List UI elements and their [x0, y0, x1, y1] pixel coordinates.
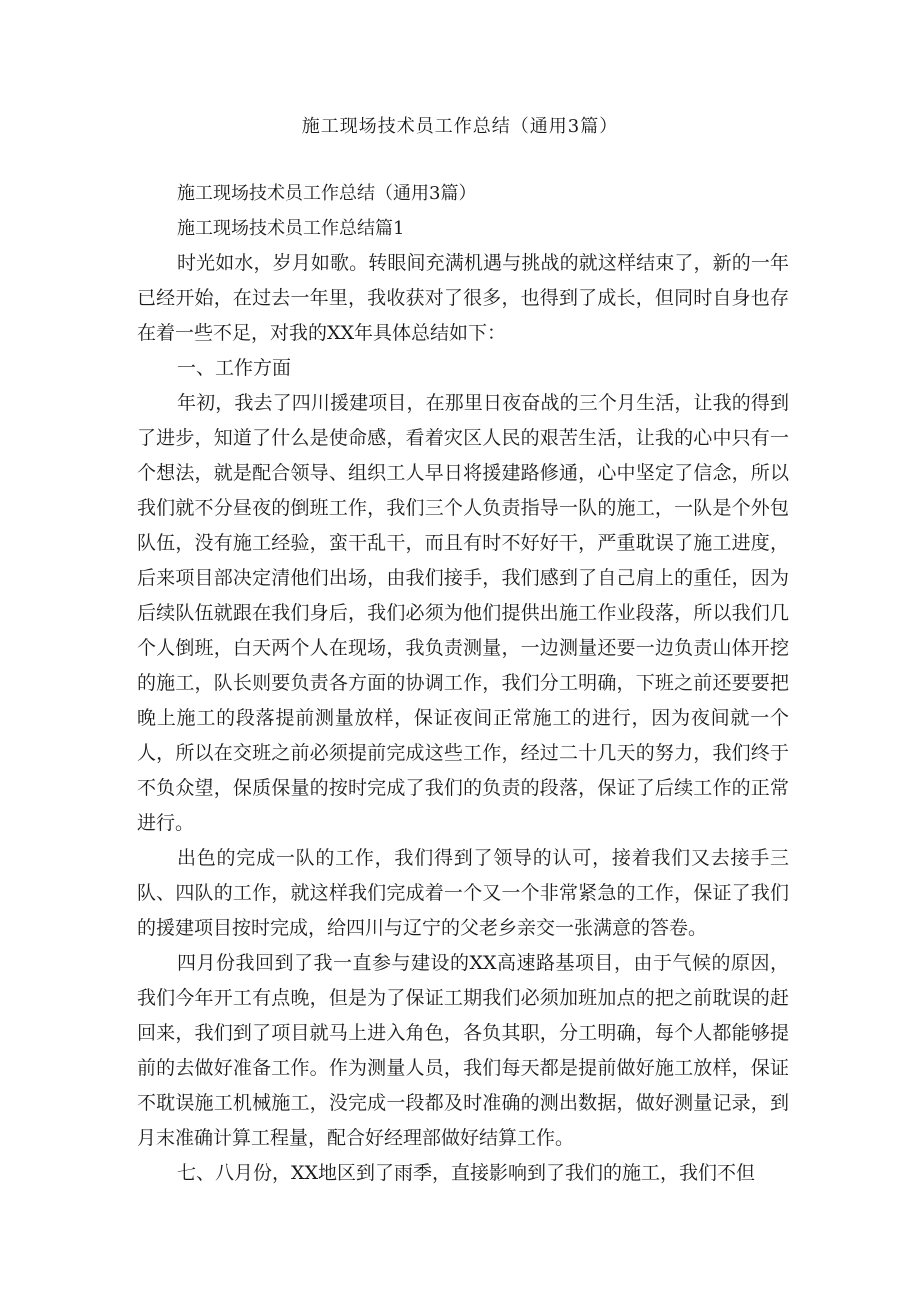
- paragraph-heading-work: 一、工作方面: [177, 357, 292, 379]
- document-subtitle: 施工现场技术员工作总结（通用3篇）: [177, 183, 477, 204]
- section-heading: 施工现场技术员工作总结篇1: [177, 218, 405, 239]
- paragraph-sichuan: 年初，我去了四川援建项目，在那里日夜奋战的三个月生活，让我的得到了进步，知道了什么是使命感，看着灾区人民的艰苦生活，让我的心中只有一个想法，就是配合领导、组织工人早日将援建路修通，心中坚定了信念，所以我们就不分昼夜的倒班工作，我们三个人负责指导一队的施工，一队是个外包队伍，没有施工经验，蛮干乱干，而且有时不好好干，严重耽误了施工进度，后来项目部决定清他们出场，由我们接手，我们感到了自己肩上的重任，因为后续队伍就跟在我们身后，我们必须为他们提供出施工作业段落，所以我们几个人倒班，白天两个人在现场，我负责测量，一边测量还要一边负责山体开挖的施工，队长则要负责各方面的协调工作，我们分工明确，下班之前还要要把晚上施工的段落提前测量放样，保证夜间正常施工的进行，因为夜间就一个人，所以在交班之前必须提前完成这些工作，经过二十几天的努力，我们终于不负众望，保质保量的按时完成了我们的负责的段落，保证了后续工作的正常进行。: [137, 392, 789, 834]
- paragraph-intro: 时光如水，岁月如歌。转眼间充满机遇与挑战的就这样结束了，新的一年已经开始，在过去一年里，我收获对了很多，也得到了成长，但同时自身也存在着一些不足，对我的XX年具体总结如下：: [137, 252, 789, 344]
- document-title: 施工现场技术员工作总结（通用3篇）: [301, 116, 619, 137]
- paragraph-april: 四月份我回到了我一直参与建设的XX高速路基项目，由于气候的原因，我们今年开工有点晚，但是为了保证工期我们必须加班加点的把之前耽误的赶回来，我们到了项目就马上进入角色，各负其职，分工明确，每个人都能够提前的去做好准备工作。作为测量人员，我们每天都是提前做好施工放样，保证不耽误施工机械施工，没完成一段都及时准确的测出数据，做好测量记录，到月末准确计算工程量，配合好经理部做好结算工作。: [137, 952, 789, 1149]
- paragraph-team-one: 出色的完成一队的工作，我们得到了领导的认可，接着我们又去接手三队、四队的工作，就这样我们完成着一个又一个非常紧急的工作，保证了我们的援建项目按时完成，给四川与辽宁的父老乡亲交一张满意的答卷。: [137, 847, 789, 939]
- paragraph-july-august: 七、八月份，XX地区到了雨季，直接影响到了我们的施工，我们不但: [177, 1162, 756, 1184]
- document-body: [137, 176, 789, 1191]
